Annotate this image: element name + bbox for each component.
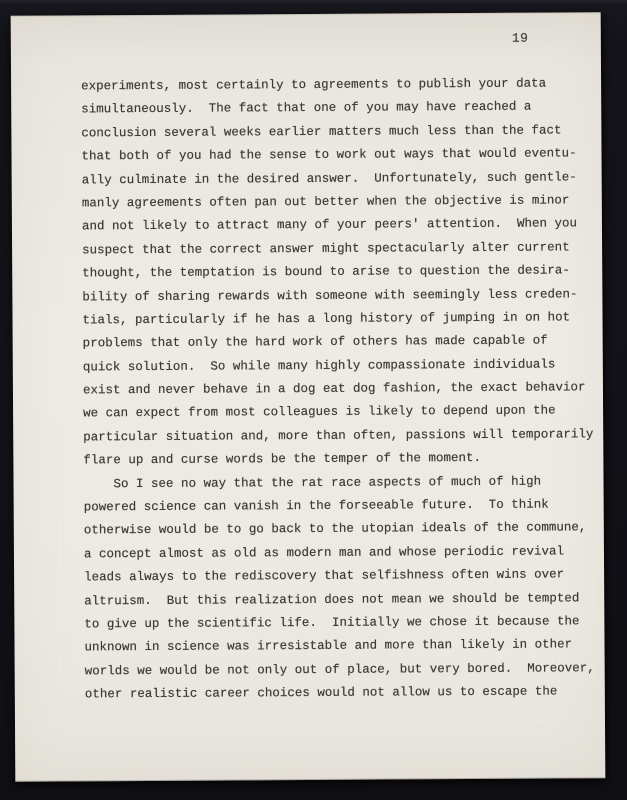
- text-line: a concept almost as old as modern man and whose periodic revival: [83, 544, 565, 562]
- text-line: bility of sharing rewards with someone with seemingly less creden-: [82, 286, 578, 304]
- text-line: otherwise would be to go back to the utopian ideals of the commune,: [83, 520, 587, 538]
- text-line: manly agreements often pan out better when the objective is minor: [81, 193, 570, 211]
- text-line: altruism. But this realization does not mean we should be tempted: [84, 590, 580, 608]
- text-line: unknown in science was irresistable and more than likely in other: [84, 637, 573, 655]
- text-line: worlds we would be not only out of place, but very bored. Moreover,: [84, 661, 595, 679]
- text-line: we can expect from most colleagues is likely to depend upon the: [83, 403, 556, 421]
- text-line: and not likely to attract many of your peers' attention. When you: [81, 216, 578, 234]
- text-line: quick solution. So while many highly compassionate individuals: [82, 357, 556, 375]
- text-line: ally culminate in the desired answer. Unfortunately, such gentle-: [81, 169, 577, 187]
- text-line: So I see no way that the rat race aspects of much of high: [83, 474, 542, 492]
- document-page: [11, 12, 606, 782]
- text-line: to give up the scientific life. Initially we chose it because the: [84, 614, 580, 632]
- text-line: thought, the temptation is bound to arise to question the desira-: [82, 263, 570, 281]
- text-line: suspect that the correct answer might spectacularly alter current: [82, 240, 570, 258]
- text-line: that both of you had the sense to work out ways that would eventu-: [81, 146, 577, 164]
- text-line: conclusion several weeks earlier matters much less than the fact: [81, 123, 562, 141]
- text-line: experiments, most certainly to agreements to publish your data: [81, 76, 547, 94]
- body-text: [81, 72, 609, 707]
- text-line: simultaneously. The fact that one of you may have reached a: [81, 100, 532, 117]
- text-line: problems that only the hard work of others has made capable of: [82, 333, 548, 351]
- page-number: 19: [511, 30, 529, 46]
- text-line: leads always to the rediscovery that selfishness often wins over: [84, 567, 565, 585]
- text-line: flare up and curse words be the temper of the moment.: [83, 451, 481, 468]
- text-line: powered science can vanish in the forseeable future. To think: [83, 497, 549, 515]
- text-line: tials, particularly if he has a long history of jumping in on hot: [82, 310, 571, 328]
- text-line: particular situation and, more than often, passions will temporarily: [83, 427, 594, 445]
- text-line: exist and never behave in a dog eat dog fashion, the exact behavior: [82, 380, 586, 398]
- text-line: other realistic career choices would not allow us to escape the: [84, 684, 558, 702]
